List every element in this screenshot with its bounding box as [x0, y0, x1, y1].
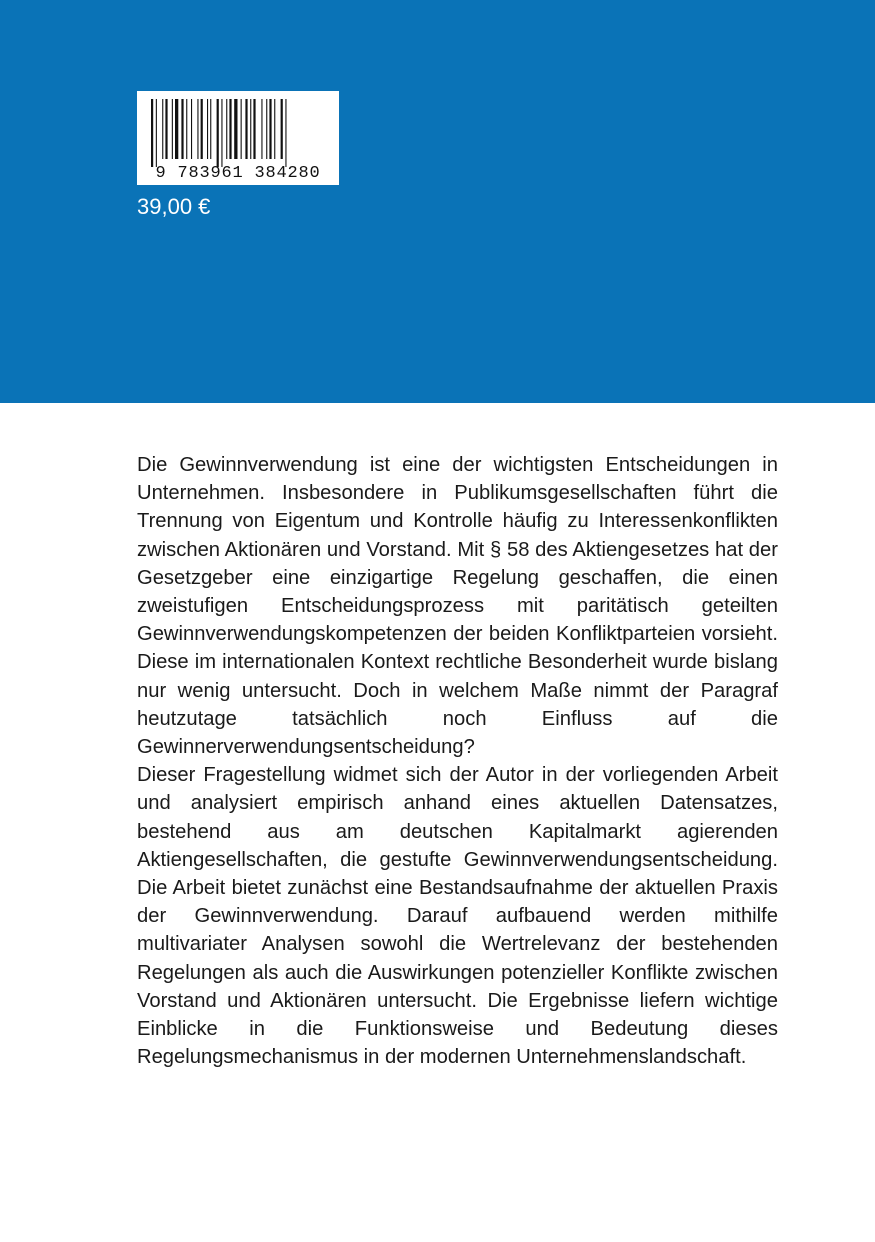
barcode-bars — [147, 99, 329, 167]
blurb-text — [137, 451, 778, 1071]
isbn-digits: 9 783961 384280 — [155, 164, 321, 183]
barcode-bar — [241, 99, 242, 159]
barcode-bar — [181, 99, 183, 159]
barcode-bar — [165, 99, 167, 159]
barcode-bar — [229, 99, 231, 159]
barcode-bar — [151, 99, 153, 167]
blurb-paragraph-2: Dieser Fragestellung widmet sich der Autor in der vorliegenden Arbeit und analysiert empirisch anhand eines aktuellen Datensatzes, bestehend aus am deutschen Kapitalmarkt agierenden Aktiengesellschaften, die gestufte Gewinnverwendungsentscheidung. Die Arbeit bietet zunächst eine Bestandsaufnahme der aktuellen Praxis der Gewinnverwendung. Darauf aufbauend werden mithilfe multivariater Analysen sowohl die Wertrelevanz der bestehenden Regelungen als auch die Auswirkungen potenzieller Konflikte zwischen Vorstand und Aktionären untersucht. Die Ergebnisse liefern wichtige Einblicke in die Funktionsweise und Bedeutung dieses Regelungsmechanismus in der modernen Unternehmenslandschaft. — [137, 764, 778, 1069]
blue-header-band — [0, 0, 875, 403]
barcode-bar — [285, 99, 286, 167]
barcode-bar — [210, 99, 211, 159]
barcode-bar — [274, 99, 275, 159]
price-label: 39,00 € — [137, 194, 211, 219]
barcode-bar — [234, 99, 237, 159]
barcode-bar — [175, 99, 178, 159]
barcode-bar — [162, 99, 163, 159]
barcode-bar — [221, 99, 222, 167]
barcode-bar — [266, 99, 267, 159]
isbn-barcode — [137, 91, 339, 185]
barcode-bar — [269, 99, 271, 159]
barcode-bar — [186, 99, 187, 159]
barcode-bar — [253, 99, 255, 159]
barcode-bar — [226, 99, 227, 159]
barcode-bar — [197, 99, 198, 159]
blurb-paragraph-1: Die Gewinnverwendung ist eine der wichtigsten Entscheidungen in Unternehmen. Insbesondere in Publikumsgesellschaften führt die Trennung von Eigentum und Kontrolle häufig zu Interessenkonflikten zwischen Aktionären und Vorstand. Mit § 58 des Aktiengesetzes hat der Gesetzgeber eine einzigartige Regelung geschaffen, die einen zweistufigen Entscheidungsprozess mit paritätisch geteilten Gewinnverwendungskompetenzen der beiden Konfliktparteien vorsieht. Diese im internationalen Kontext rechtliche Besonderheit wurde bislang nur wenig untersucht. Doch in welchem Maße nimmt der Paragraf heutzutage tatsächlich noch Einfluss auf die Gewinnerverwendungsentscheidung? — [137, 454, 778, 759]
barcode-bar — [191, 99, 192, 159]
barcode-bar — [201, 99, 203, 159]
barcode-bar — [250, 99, 251, 159]
barcode-bar — [245, 99, 247, 159]
barcode-bar — [261, 99, 262, 159]
barcode-bar — [217, 99, 219, 167]
barcode-bar — [156, 99, 157, 167]
barcode-bar — [281, 99, 283, 159]
barcode-bar — [207, 99, 208, 159]
barcode-bar — [172, 99, 173, 159]
